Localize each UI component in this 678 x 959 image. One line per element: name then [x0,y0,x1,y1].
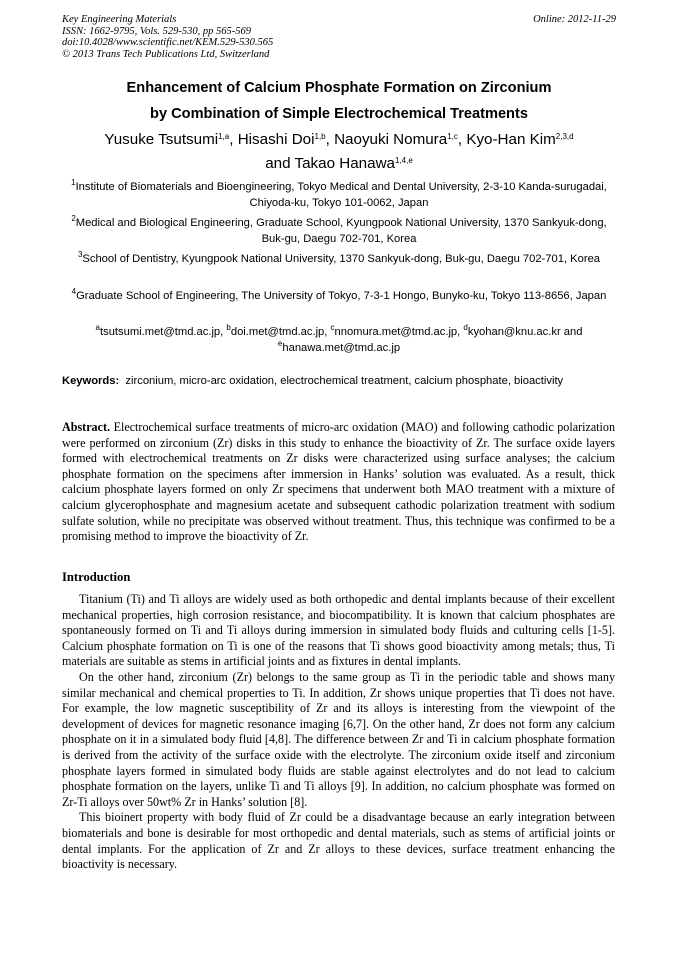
email: doi.met@tmd.ac.jp [230,326,325,338]
abstract [62,420,615,545]
email: nnomura.met@tmd.ac.jp [334,326,458,338]
authors-line-2 [62,155,616,172]
author: Hisashi Doi$^{1,b}$, [237,131,335,148]
author: Yusuke Tsutsumi$^{1,a}$, [104,131,238,148]
journal-header [62,14,273,60]
paragraph: Titanium (Ti) and Ti alloys are widely used as both orthopedic and dental implants because of their excellent mechanical properties, high corrosion resistance, and biocompatibility. It is known that calcium phosphates are spontaneously formed on Ti and Ti alloys during immersion in simulated body fluids and culturing cells [1-5]. Calcium phosphate formation on Ti is one of the reasons that Ti shows good bioactivity among metals; thus, Ti materials are suitable as stems in artificial joints and as fixtures in dental implants. [62,592,615,669]
introduction-heading: Introduction [62,570,131,584]
email: kyohan@knu.ac.kr [467,326,561,338]
keywords [62,374,615,388]
paper-title-line-1: Enhancement of Calcium Phosphate Formation on Zirconium [126,80,552,96]
keywords-label: Keywords: [62,375,120,387]
email: tsutsumi.met@tmd.ac.jp [100,326,221,338]
author: Kyo-Han Kim$^{2,3,d}$ [466,131,574,148]
online-date: Online: 2012-11-29 [533,14,616,25]
abstract-text: Electrochemical surface treatments of micro-arc oxidation (MAO) and following cathodic polarization were performed on zirconium (Zr) disks in this study to enhance the bioactivity of Zr. The surface oxide layers formed with electrochemical treatments on Zr disks were characterized using surface analyses; the calcium phosphate formation on the specimens after immersion in Hanks’ solution was evaluated. As a result, thick calcium phosphate layers formed on only Zr specimens that underwent both MAO treatment with a mixture of calcium glycerophosphate and magnesium acetate and subsequent cathodic polarization treatment with sodium sulfate solution, while no precipitate was observed without treatment. Thus, this technique was confirmed to be a promising method to improve the bioactivity of Zr. [62,420,615,544]
email: hanawa.met@tmd.ac.jp [282,342,401,354]
affiliation: $^1$Institute of Biomaterials and Bioengineering, Tokyo Medical and Dental University, 2-3-10 Kanda-surugadai, Chiyoda-ku, Tokyo 101-0062, Japan [71,178,607,209]
affiliation: $^3$School of Dentistry, Kyungpook National University, 1370 Sankyuk-dong, Buk-gu, Daegu 702-701, Korea [77,250,601,265]
author: and Takao Hanawa$^{1,4,e}$ [265,155,413,172]
authors-line-1 [62,131,616,148]
introduction-body [62,592,615,873]
paragraph: On the other hand, zirconium (Zr) belongs to the same group as Ti in the periodic table and shows many similar mechanical and chemical properties to Ti. In addition, Zr shows unique properties that Ti does not have. For example, the low magnetic susceptibility of Zr and its alloys is interesting from the viewpoint of the development of devices for magnetic resonance imaging [6,7]. On the other hand, Zr does not form any calcium phosphate on it in a simulated body fluid [4,8]. The difference between Zr and Ti in calcium phosphate formation is derived from the activity of the surface oxide with the electrolyte. The zirconium oxide itself and zirconium phosphate layers formed in simulated body fluids are stable against electrolytes and do not lead to calcium phosphate formation on the layers, unlike Ti and Ti alloys [9]. In addition, no calcium phosphate was formed on Zr-Ti alloys over 50wt% Zr in Hanks’ solution [8]. [62,669,615,809]
journal-name: Key Engineering Materials [62,14,177,25]
keywords-text: zirconium, micro-arc oxidation, electrochemical treatment, calcium phosphate, bioactivity [125,375,564,387]
author: Naoyuki Nomura$^{1,c}$, [334,131,467,148]
paper-title-line-2: by Combination of Simple Electrochemical Treatments [150,106,528,122]
affiliation: $^2$Medical and Biological Engineering, Graduate School, Kyungpook National University, 1370 Sankyuk-dong, Buk-gu, Daegu 702-701, Korea [71,214,607,245]
affiliation: $^4$Graduate School of Engineering, The University of Tokyo, 7-3-1 Hongo, Bunyko-ku, Tokyo 113-8656, Japan [71,287,607,302]
paragraph: This bioinert property with body fluid of Zr could be a disadvantage because an early integration between biomaterials and bone is desirable for most orthopedic and dental materials, such as stems of artificial joints or dental implants. For the application of Zr and Zr alloys to these devices, surface treatment enhancing the bioactivity is necessary. [62,810,615,872]
issn-line: ISSN: 1662-9795, Vols. 529-530, pp 565-569 [62,25,251,37]
copyright-line: © 2013 Trans Tech Publications Ltd, Switzerland [62,48,270,60]
author-emails: $^a$tsutsumi.met@tmd.ac.jp, $^b$doi.met@tmd.ac.jp, $^c$nnomura.met@tmd.ac.jp, $^d$kyohan@knu.ac.kr and $^e$hanawa.met@tmd.ac.jp [95,323,583,354]
doi-line: doi:10.4028/www.scientific.net/KEM.529-530.565 [62,37,274,49]
abstract-label: Abstract. [62,420,111,434]
